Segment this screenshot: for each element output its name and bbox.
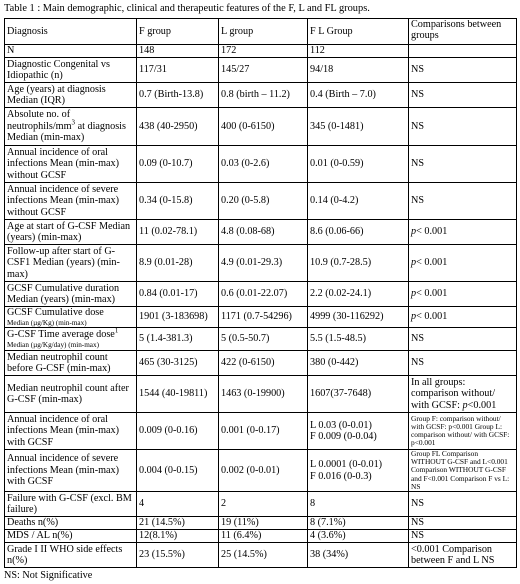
row-label: GCSF Cumulative duration Median (years) (min-max): [5, 282, 137, 307]
cell-f: 8.9 (0.01-28): [137, 245, 219, 282]
cell-fl: 5.5 (1.5-48.5): [308, 328, 409, 351]
cell-fl: [308, 413, 409, 450]
cell-comparison: NS: [409, 146, 517, 183]
row-label: Annual incidence of oral infections Mean (min-max) with GCSF: [5, 413, 137, 450]
cell-l: 4.9 (0.01-29.3): [219, 245, 308, 282]
table-row: [5, 351, 517, 376]
cell-l: 11 (6.4%): [219, 530, 308, 543]
cell-fl: 8.6 (0.06-66): [308, 220, 409, 245]
table-row: [5, 492, 517, 517]
comparison-text: In all groups: comparison without/ with GCSF:: [411, 376, 496, 411]
cell-fl: 94/18: [308, 58, 409, 83]
cell-l: 0.20 (0-5.8): [219, 183, 308, 220]
header-comparisons: Comparisons between groups: [409, 19, 517, 45]
cell-fl: 8: [308, 492, 409, 517]
cell-l: 19 (11%): [219, 517, 308, 530]
cell-f: 21 (14.5%): [137, 517, 219, 530]
table-row: [5, 413, 517, 450]
table-row: [5, 530, 517, 543]
row-label: Age at start of G-CSF Median (years) (min-max): [5, 220, 137, 245]
cell-comparison-note: Group FL Comparison WITHOUT G-CSF and L<0.001 Comparison WITHOUT G-CSF and F<0.001 Comparison F vs L: NS: [409, 450, 517, 492]
p-value-text: < 0.001: [416, 288, 448, 300]
row-label: Grade I II WHO side effects n(%): [5, 543, 137, 568]
cell-comparison: NS: [409, 328, 517, 351]
table-row: [5, 376, 517, 413]
cell-l: 0.8 (birth – 11.2): [219, 83, 308, 108]
cell-fl: 112: [308, 45, 409, 58]
cell-fl: 10.9 (0.7-28.5): [308, 245, 409, 282]
cell-comparison: [409, 376, 517, 413]
cell-comparison: NS: [409, 492, 517, 517]
table-row: [5, 220, 517, 245]
cell-comparison: NS: [409, 530, 517, 543]
cell-f: 0.009 (0-0.16): [137, 413, 219, 450]
cell-l: 0.002 (0-0.01): [219, 450, 308, 492]
header-l-group: L group: [219, 19, 308, 45]
cell-fl: 4999 (30-116292): [308, 307, 409, 328]
row-label: Age (years) at diagnosis Median (IQR): [5, 83, 137, 108]
row-label: Median neutrophil count before G-CSF (min-max): [5, 351, 137, 376]
cell-comparison: NS: [409, 183, 517, 220]
row-label: Median neutrophil count after G-CSF (min-max): [5, 376, 137, 413]
cell-f: 117/31: [137, 58, 219, 83]
cell-l: 0.03 (0-2.6): [219, 146, 308, 183]
header-diagnosis: Diagnosis: [5, 19, 137, 45]
table-row: [5, 183, 517, 220]
row-label: MDS / AL n(%): [5, 530, 137, 543]
header-fl-group: F L Group: [308, 19, 409, 45]
cell-comparison: [409, 282, 517, 307]
table-row: [5, 83, 517, 108]
table-row: [5, 45, 517, 58]
cell-f: 438 (40-2950): [137, 108, 219, 146]
cell-comparison: [409, 307, 517, 328]
label-text: GCSF Cumulative dose: [7, 307, 104, 319]
row-label: Annual incidence of severe infections Mean (min-max) with GCSF: [5, 450, 137, 492]
cell-l: 5 (0.5-50.7): [219, 328, 308, 351]
row-label: [5, 108, 137, 146]
cell-fl: 380 (0-442): [308, 351, 409, 376]
cell-f: 465 (30-3125): [137, 351, 219, 376]
features-table: [4, 18, 517, 568]
cell-comparison: [409, 45, 517, 58]
label-subtext: Median (µg/Kg) (min-max): [7, 318, 87, 327]
table-row: [5, 543, 517, 568]
cell-f: 11 (0.02-78.1): [137, 220, 219, 245]
cell-comparison: NS: [409, 58, 517, 83]
label-superscript: 3: [71, 118, 76, 127]
cell-l: 25 (14.5%): [219, 543, 308, 568]
cell-l: 172: [219, 45, 308, 58]
table-row: [5, 307, 517, 328]
cell-comparison: NS: [409, 83, 517, 108]
row-label: Deaths n(%): [5, 517, 137, 530]
p-value-symbol: p: [411, 288, 417, 300]
cell-f: 1901 (3-183698): [137, 307, 219, 328]
cell-fl: 38 (34%): [308, 543, 409, 568]
row-label: [5, 328, 137, 351]
row-label: [5, 307, 137, 328]
p-value-text: < 0.001: [416, 257, 448, 269]
fl-value-f: F 0.016 (0-0.3): [310, 470, 372, 482]
row-label: Failure with G-CSF (excl. BM failure): [5, 492, 137, 517]
row-label: Follow-up after start of G-CSF1 Median (years) (min-max): [5, 245, 137, 282]
row-label: N: [5, 45, 137, 58]
cell-comparison: <0.001 Comparison between F and L NS: [409, 543, 517, 568]
p-value-symbol: p: [462, 399, 468, 411]
cell-fl: 1607(37-7648): [308, 376, 409, 413]
cell-fl: 4 (3.6%): [308, 530, 409, 543]
cell-comparison-note: Group F: comparison without/ with GCSF: p<0.001 Group L: comparison without/ with GCSF: p<0.001: [409, 413, 517, 450]
table-row: [5, 450, 517, 492]
cell-fl: 345 (0-1481): [308, 108, 409, 146]
p-value-text: < 0.001: [416, 311, 448, 323]
cell-f: 1544 (40-19811): [137, 376, 219, 413]
cell-fl: 0.01 (0-0.59): [308, 146, 409, 183]
table-row: [5, 328, 517, 351]
cell-l: 0.6 (0.01-22.07): [219, 282, 308, 307]
cell-comparison: NS: [409, 351, 517, 376]
fl-value-f: F 0.009 (0-0.04): [310, 431, 377, 442]
table-row: [5, 146, 517, 183]
fl-value-l: L 0.03 (0-0.01): [310, 419, 372, 431]
table-row: [5, 108, 517, 146]
header-row: [5, 19, 517, 45]
cell-l: 2: [219, 492, 308, 517]
table-footnote: NS: Not Significative: [4, 570, 93, 581]
cell-fl: 0.4 (Birth – 7.0): [308, 83, 409, 108]
cell-l: 0.001 (0-0.17): [219, 413, 308, 450]
row-label: Diagnostic Congenital vs Idiopathic (n): [5, 58, 137, 83]
cell-f: 23 (15.5%): [137, 543, 219, 568]
cell-comparison: NS: [409, 108, 517, 146]
cell-comparison: [409, 220, 517, 245]
cell-fl: 8 (7.1%): [308, 517, 409, 530]
cell-f: 148: [137, 45, 219, 58]
cell-f: 0.7 (Birth-13.8): [137, 83, 219, 108]
cell-l: 4.8 (0.08-68): [219, 220, 308, 245]
cell-comparison: [409, 245, 517, 282]
cell-f: 12(8.1%): [137, 530, 219, 543]
fl-value-l: L 0.0001 (0-0.01): [310, 459, 383, 471]
p-value-text: <0.001: [467, 399, 497, 411]
label-text: at diagnosis Median (min-max): [7, 120, 126, 144]
cell-l: 400 (0-6150): [219, 108, 308, 146]
cell-l: 1463 (0-19900): [219, 376, 308, 413]
label-text: G-CSF Time average dose: [7, 329, 115, 341]
table-row: [5, 517, 517, 530]
table-row: [5, 245, 517, 282]
table-row: [5, 58, 517, 83]
cell-fl: [308, 450, 409, 492]
header-f-group: F group: [137, 19, 219, 45]
table-caption: Table 1 : Main demographic, clinical and therapeutic features of the F, L and FL groups.: [4, 3, 370, 14]
cell-f: 0.004 (0-0.15): [137, 450, 219, 492]
p-value-symbol: p: [411, 257, 417, 269]
cell-fl: 2.2 (0.02-24.1): [308, 282, 409, 307]
p-value-text: < 0.001: [416, 226, 448, 238]
cell-f: 5 (1.4-381.3): [137, 328, 219, 351]
row-label: Annual incidence of oral infections Mean (min-max) without GCSF: [5, 146, 137, 183]
row-label: Annual incidence of severe infections Mean (min-max) without GCSF: [5, 183, 137, 220]
cell-l: 145/27: [219, 58, 308, 83]
cell-l: 1171 (0.7-54296): [219, 307, 308, 328]
table-row: [5, 282, 517, 307]
p-value-symbol: p: [411, 311, 417, 323]
cell-f: 0.09 (0-10.7): [137, 146, 219, 183]
cell-f: 0.84 (0.01-17): [137, 282, 219, 307]
cell-l: 422 (0-6150): [219, 351, 308, 376]
label-superscript: 1: [114, 327, 119, 335]
label-text: Absolute no. of neutrophils/mm: [7, 109, 72, 132]
p-value-symbol: p: [411, 226, 417, 238]
cell-f: 0.34 (0-15.8): [137, 183, 219, 220]
label-subtext: Median (µg/Kg/day) (min-max): [7, 340, 99, 349]
cell-comparison: NS: [409, 517, 517, 530]
cell-fl: 0.14 (0-4.2): [308, 183, 409, 220]
cell-f: 4: [137, 492, 219, 517]
